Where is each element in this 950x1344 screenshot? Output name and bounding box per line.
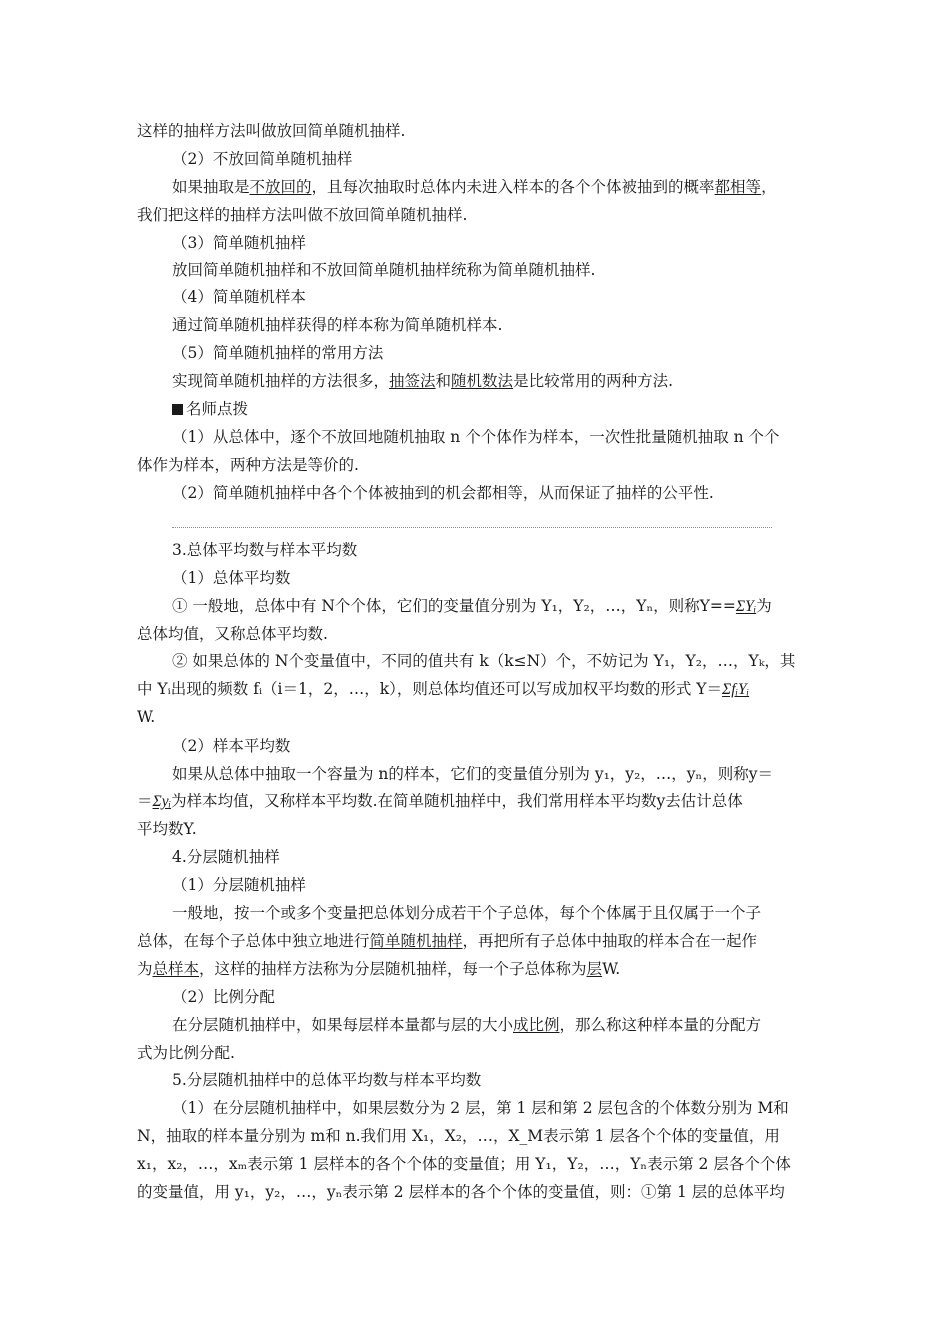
text-line: ② 如果总体的 N个变量值中，不同的值共有 k（k≤N）个，不妨记为 Y₁，Y₂，…，Yₖ，其 [172, 652, 796, 670]
text-span: ① 一般地，总体中有 N个个体，它们的变量值分别为 Y₁，Y₂，…，Yₙ，则称Y== [172, 597, 736, 615]
text-line: 的变量值，用 y₁，y₂，…，yₙ表示第 2 层样本的各个个体的变量值，则：①第 1 层的总体平均 [137, 1183, 785, 1201]
square-bullet-icon [172, 404, 183, 415]
underlined-term: 层 [586, 960, 603, 978]
text-line: 一般地，按一个或多个变量把总体划分成若干个子总体，每个个体属于且仅属于一个子 [172, 904, 762, 922]
underlined-term: 抽签法 [389, 372, 436, 390]
text-span: 是比较常用的两种方法. [513, 372, 673, 390]
text-line [137, 958, 817, 980]
underlined-term: 都相等 [714, 178, 762, 196]
text-span: ，这样的抽样方法称为分层随机抽样，每一个子总体称为 [199, 960, 587, 978]
text-span: 为 [756, 597, 772, 615]
text-line: 我们把这样的抽样方法叫做不放回简单随机抽样. [137, 206, 468, 224]
text-line [137, 790, 817, 813]
subheading: （5）简单随机抽样的常用方法 [172, 344, 384, 362]
text-span: 实现简单随机抽样的方法很多， [172, 372, 390, 390]
dotted-divider [172, 527, 772, 528]
subheading: （1）分层随机抽样 [172, 876, 306, 894]
text-line: 式为比例分配. [137, 1044, 235, 1062]
text-line [137, 678, 817, 701]
note-heading [172, 398, 852, 420]
subheading: （2）不放回简单随机抽样 [172, 150, 353, 168]
subheading: （4）简单随机样本 [172, 288, 306, 306]
formula: ΣfᵢYᵢ [722, 681, 750, 698]
section-heading: 3.总体平均数与样本平均数 [172, 541, 358, 559]
underlined-term: 成比例 [513, 1016, 560, 1034]
formula: ΣYᵢ [735, 598, 757, 615]
text-span: 名师点拨 [186, 400, 249, 418]
text-line: 如果从总体中抽取一个容量为 n的样本，它们的变量值分别为 y₁，y₂，…，yₙ，则称y＝ [172, 765, 773, 783]
text-span: ，再把所有子总体中抽取的样本合在一起作 [462, 932, 758, 950]
text-line: 平均数Y. [137, 820, 197, 838]
text-span: ，且每次抽取时总体内未进入样本的各个个体被抽到的概率 [311, 178, 715, 196]
text-line [137, 930, 817, 952]
underlined-term: 总样本 [152, 960, 200, 978]
section-heading: 4.分层随机抽样 [172, 848, 280, 866]
formula: Σyᵢ [152, 793, 172, 810]
subheading: （2）比例分配 [172, 988, 275, 1006]
text-line: N，抽取的样本量分别为 m和 n.我们用 X₁，X₂，…，X_M表示第 1 层各个个体的变量值，用 [137, 1127, 780, 1145]
text-line: x₁，x₂，…，xₘ表示第 1 层样本的各个个体的变量值；用 Y₁，Y₂，…，Yₙ表示第 2 层各个个体 [137, 1155, 791, 1173]
text-span: 中 Yᵢ出现的频数 fᵢ（i＝1，2，…，k），则总体均值还可以写成加权平均数的形式 Y＝ [137, 680, 723, 698]
text-line: 放回简单随机抽样和不放回简单随机抽样统称为简单随机抽样. [172, 261, 596, 279]
text-span: ， [761, 178, 777, 196]
text-line: W. [137, 708, 156, 726]
text-span: 为样本均值，又称样本平均数.在简单随机抽样中，我们常用样本平均数y去估计总体 [171, 792, 743, 810]
text-line: 这样的抽样方法叫做放回简单随机抽样. [137, 122, 406, 140]
underlined-term: 不放回的 [249, 178, 312, 196]
text-line: 总体均值，又称总体平均数. [137, 625, 328, 643]
text-span: 总体，在每个子总体中独立地进行 [137, 932, 370, 950]
text-line [172, 1014, 852, 1036]
text-line: （1）从总体中，逐个不放回地随机抽取 n 个个体作为样本，一次性批量随机抽取 n 个个 [172, 428, 780, 446]
section-heading: 5.分层随机抽样中的总体平均数与样本平均数 [172, 1071, 482, 1089]
text-span: ＝ [137, 792, 153, 810]
text-span: 和 [435, 372, 452, 390]
subheading: （2）样本平均数 [172, 737, 291, 755]
text-line: （1）在分层随机抽样中，如果层数分为 2 层，第 1 层和第 2 层包含的个体数分别为 M和 [172, 1099, 789, 1117]
text-line: （2）简单随机抽样中各个个体被抽到的机会都相等，从而保证了抽样的公平性. [172, 484, 714, 502]
text-span: 如果抽取是 [172, 178, 250, 196]
text-span: 在分层随机抽样中，如果每层样本量都与层的大小 [172, 1016, 514, 1034]
text-line [172, 595, 852, 618]
underlined-term: 简单随机抽样 [369, 932, 463, 950]
underlined-term: 随机数法 [451, 372, 514, 390]
text-span: 为 [137, 960, 153, 978]
subheading: （3）简单随机抽样 [172, 234, 306, 252]
text-line [172, 370, 852, 392]
text-span: ，那么称这种样本量的分配方 [559, 1016, 762, 1034]
text-line: 体作为样本，两种方法是等价的. [137, 456, 359, 474]
text-line [172, 176, 852, 198]
subheading: （1）总体平均数 [172, 569, 291, 587]
text-line: 通过简单随机抽样获得的样本称为简单随机样本. [172, 316, 503, 334]
text-span: W. [602, 960, 621, 978]
